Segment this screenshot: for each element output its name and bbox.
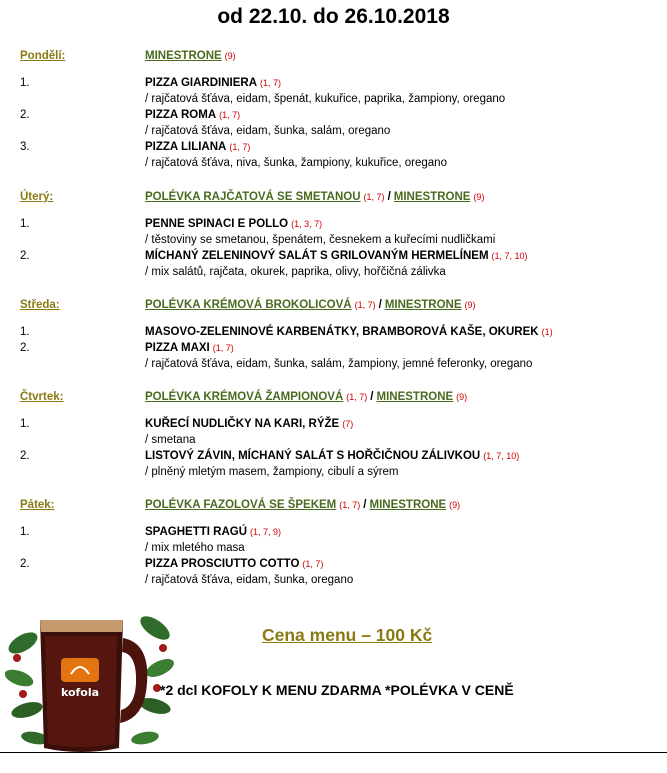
item-allergens: (1, 7)	[212, 343, 234, 353]
soup-allergens: (1, 7)	[363, 192, 385, 202]
item-name: MASOVO-ZELENINOVÉ KARBENÁTKY, BRAMBOROVÁ KAŠE, OKUREK	[145, 326, 539, 338]
item-allergens: (1, 7, 9)	[250, 527, 282, 537]
item-description: / těstoviny se smetanou, špenátem, česnekem a kuřecími nudličkami	[145, 234, 496, 246]
soup-list	[145, 50, 236, 62]
kofola-logo	[61, 658, 99, 699]
item-name-line	[145, 141, 250, 153]
item-description: / rajčatová šťáva, eidam, špenát, kukuřice, paprika, žampiony, oregano	[145, 93, 506, 105]
item-description: / rajčatová šťáva, eidam, šunka, oregano	[145, 574, 354, 586]
item-name-line	[145, 558, 323, 570]
item-name-line	[145, 450, 519, 462]
day-name: Středa:	[20, 299, 60, 311]
bottom-divider	[0, 752, 667, 753]
item-name-line	[145, 526, 281, 538]
promo-text: *2 dcl KOFOLY K MENU ZDARMA *POLÉVKA V CENĚ	[160, 682, 514, 698]
soup-name: MINESTRONE	[145, 50, 222, 62]
day-name: Pátek:	[20, 499, 55, 511]
item-name-line	[145, 418, 353, 430]
item-name-line	[145, 342, 234, 354]
soup-separator: /	[387, 191, 391, 203]
item-number: 2.	[20, 109, 30, 121]
item-allergens: (1, 3, 7)	[291, 219, 323, 229]
soup-separator: /	[378, 299, 382, 311]
soup-name: MINESTRONE	[384, 299, 462, 311]
item-allergens: (1, 7)	[229, 142, 251, 152]
soup-list	[145, 391, 467, 403]
item-description: / rajčatová šťáva, eidam, šunka, salám, oregano	[145, 125, 391, 137]
soup-allergens: (1, 7)	[339, 500, 361, 510]
soup-name: MINESTRONE	[369, 499, 447, 511]
item-description: / rajčatová šťáva, eidam, šunka, salám, žampiony, jemné feferonky, oregano	[145, 358, 533, 370]
menu-date-range-title: od 22.10. do 26.10.2018	[217, 5, 450, 28]
item-name: PIZZA MAXI	[145, 342, 210, 354]
soup-allergens: (9)	[473, 192, 485, 202]
soup-name: POLÉVKA RAJČATOVÁ SE SMETANOU	[145, 191, 361, 203]
item-allergens: (7)	[342, 419, 354, 429]
soup-allergens: (9)	[224, 51, 236, 61]
item-name: PIZZA LILIANA	[145, 141, 227, 153]
soup-list	[145, 499, 460, 511]
soup-name: POLÉVKA FAZOLOVÁ SE ŠPEKEM	[145, 499, 337, 511]
item-allergens: (1, 7)	[219, 110, 241, 120]
item-number: 2.	[20, 558, 30, 570]
soup-list	[145, 191, 484, 203]
soup-allergens: (9)	[456, 392, 468, 402]
item-number: 3.	[20, 141, 30, 153]
soup-allergens: (9)	[464, 300, 476, 310]
item-name-line	[145, 326, 553, 338]
soup-separator: /	[363, 499, 367, 511]
item-number: 2.	[20, 450, 30, 462]
item-name: PIZZA GIARDINIERA	[145, 77, 258, 89]
item-number: 1.	[20, 77, 30, 89]
item-allergens: (1, 7, 10)	[491, 251, 528, 261]
item-number: 1.	[20, 218, 30, 230]
day-name: Pondělí:	[20, 50, 66, 62]
soup-allergens: (1, 7)	[346, 392, 368, 402]
item-description: / smetana	[145, 434, 196, 446]
item-number: 1.	[20, 526, 30, 538]
kofola-mug-illustration	[5, 598, 175, 758]
item-allergens: (1, 7)	[260, 78, 282, 88]
item-allergens: (1, 7)	[302, 559, 324, 569]
item-name-line	[145, 250, 528, 262]
item-name: PIZZA PROSCIUTTO COTTO	[145, 558, 300, 570]
soup-allergens: (1, 7)	[354, 300, 376, 310]
soup-name: MINESTRONE	[376, 391, 454, 403]
item-allergens: (1, 7, 10)	[483, 451, 520, 461]
item-name: MÍCHANÝ ZELENINOVÝ SALÁT S GRILOVANÝM HERMELÍNEM	[145, 250, 489, 262]
item-number: 1.	[20, 418, 30, 430]
item-description: / plněný mletým masem, žampiony, cibulí a sýrem	[145, 466, 399, 478]
item-name-line	[145, 218, 322, 230]
item-name: SPAGHETTI RAGÚ	[145, 526, 248, 538]
soup-allergens: (9)	[449, 500, 461, 510]
item-description: / rajčatová šťáva, niva, šunka, žampiony, kukuřice, oregano	[145, 157, 447, 169]
item-name: PENNE SPINACI E POLLO	[145, 218, 289, 230]
day-name: Úterý:	[20, 191, 54, 203]
item-name-line	[145, 109, 240, 121]
item-number: 2.	[20, 250, 30, 262]
item-allergens: (1)	[541, 327, 553, 337]
soup-name: MINESTRONE	[393, 191, 471, 203]
item-number: 1.	[20, 326, 30, 338]
soup-separator: /	[370, 391, 374, 403]
soup-name: POLÉVKA KRÉMOVÁ ŽAMPIONOVÁ	[145, 391, 344, 403]
item-name: KUŘECÍ NUDLIČKY NA KARI, RÝŽE	[145, 418, 340, 430]
day-name: Čtvrtek:	[20, 391, 64, 403]
item-name: PIZZA ROMA	[145, 109, 217, 121]
soup-name: POLÉVKA KRÉMOVÁ BROKOLICOVÁ	[145, 299, 352, 311]
item-description: / mix mletého masa	[145, 542, 245, 554]
item-name-line	[145, 77, 281, 89]
item-description: / mix salátů, rajčata, okurek, paprika, olivy, hořčičná zálivka	[145, 266, 446, 278]
item-name: LISTOVÝ ZÁVIN, MÍCHANÝ SALÁT S HOŘČIČNOU ZÁLIVKOU	[145, 450, 481, 462]
menu-price: Cena menu – 100 Kč	[262, 625, 433, 645]
logo-text: kofola	[60, 686, 100, 699]
soup-list	[145, 299, 475, 311]
item-number: 2.	[20, 342, 30, 354]
